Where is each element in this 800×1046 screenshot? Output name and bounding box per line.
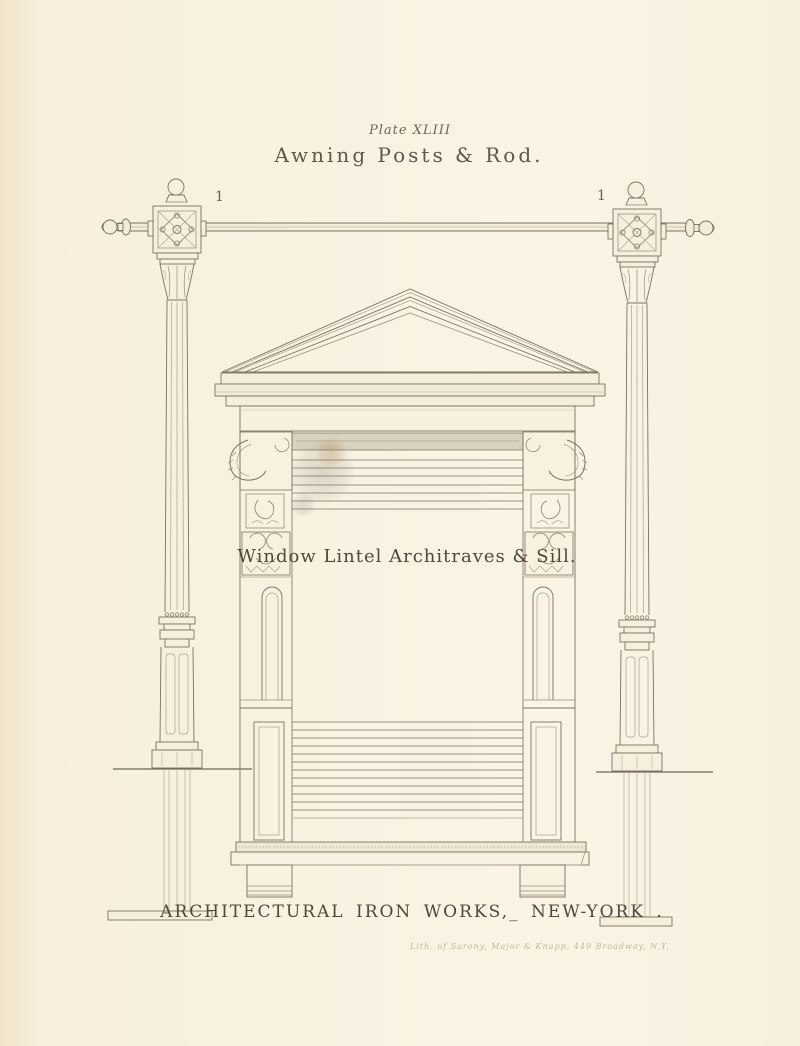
footer-title: ARCHITECTURAL IRON WORKS,_ NEW-YORK . [160, 902, 664, 922]
post-fluted-shaft [165, 300, 189, 612]
post-base [152, 742, 202, 768]
left-awning-post [108, 179, 212, 920]
figure-mark-right: 1 [597, 188, 606, 204]
post-collar [159, 613, 195, 647]
page-stain-brown [315, 436, 347, 468]
post-pedestal [160, 647, 194, 742]
post-buried-shaft-left [164, 770, 190, 911]
post-buried-shaft-right [624, 773, 650, 917]
entablature [215, 373, 605, 431]
post-acanthus-capital [160, 264, 194, 300]
right-awning-post [600, 182, 672, 926]
plate-title: Awning Posts & Rod. [274, 143, 544, 167]
sill-brackets [247, 865, 565, 897]
rod-left-finial [102, 219, 131, 235]
printer-credit: Lith. of Sarony, Major & Knapp, 449 Broadway, N.Y. [410, 942, 670, 951]
center-label: Window Lintel Architraves & Sill. [237, 546, 577, 567]
rod-right-finial [686, 220, 715, 237]
pediment [222, 289, 598, 372]
sill [231, 842, 589, 865]
lintel-frieze-slats [288, 433, 523, 518]
figure-mark-left: 1 [215, 189, 224, 205]
plate-number: Plate XLIII [369, 123, 451, 138]
lower-slats [292, 722, 523, 818]
